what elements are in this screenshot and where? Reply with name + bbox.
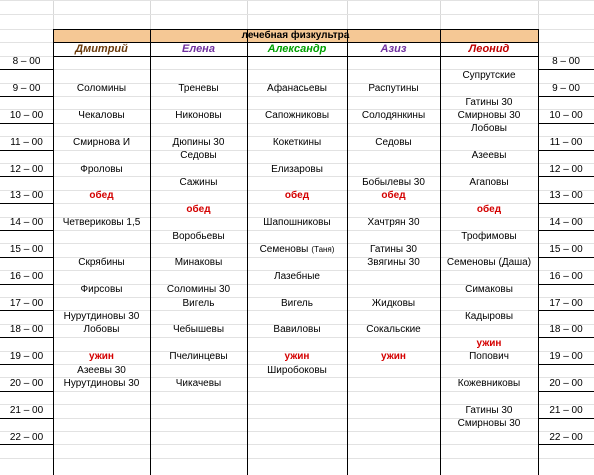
entry-text: Агаповы [469, 177, 509, 189]
time-divider [538, 257, 594, 258]
time-divider [0, 418, 53, 419]
entry-text: Шапошниковы [263, 217, 331, 229]
schedule-entry[interactable] [440, 96, 538, 109]
time-label-right[interactable]: 20 – 00 [549, 378, 583, 390]
time-label-left[interactable]: 16 – 00 [9, 270, 44, 282]
entry-text: Афанасьевы [267, 83, 327, 95]
schedule-entry[interactable] [150, 109, 247, 122]
schedule-entry[interactable] [150, 176, 247, 189]
schedule-entry[interactable] [440, 310, 538, 323]
schedule-entry[interactable] [53, 163, 150, 176]
schedule-entry[interactable] [53, 364, 150, 377]
title-border-top [53, 29, 538, 30]
entry-text: Сапожниковы [264, 110, 330, 122]
entry-text: Лобовы [83, 324, 120, 336]
time-divider [0, 364, 53, 365]
entry-text: обед [186, 203, 211, 215]
schedule-entry[interactable] [440, 150, 538, 163]
time-divider [0, 176, 53, 177]
entry-text: Седовы [180, 150, 217, 162]
time-divider [538, 96, 594, 97]
schedule-entry[interactable] [150, 324, 247, 337]
time-label-right[interactable]: 18 – 00 [549, 324, 583, 336]
time-divider [538, 150, 594, 151]
entry-text: Супрутские [462, 69, 516, 81]
entry-text: Лобовы [471, 123, 507, 135]
entry-text: Пчелинцевы [169, 351, 228, 363]
schedule-entry[interactable] [440, 123, 538, 136]
entry-text: Попович [469, 351, 509, 363]
time-divider [0, 444, 53, 445]
entry-text: Соломины [76, 83, 127, 95]
column-header[interactable]: Дмитрий [75, 42, 128, 55]
entry-note: (Таня) [311, 245, 335, 255]
schedule-entry[interactable] [53, 136, 150, 149]
entry-text: Скрябины [78, 257, 125, 269]
entry-text: Минаковы [174, 257, 223, 269]
schedule-entry[interactable] [347, 83, 440, 96]
entry-text: ужин [284, 351, 310, 363]
entry-text: Вигель [281, 297, 313, 309]
header-border-bottom [53, 56, 538, 57]
meal-break-cell[interactable] [347, 190, 440, 203]
schedule-entry[interactable] [347, 243, 440, 256]
time-label-left[interactable]: 12 – 00 [9, 163, 44, 175]
meal-break-cell[interactable] [247, 190, 347, 203]
entry-text: Треневы [178, 83, 219, 95]
schedule-entry[interactable] [150, 83, 247, 96]
entry-text: Кожевниковы [457, 378, 521, 390]
entry-text: Семеновы [259, 244, 309, 256]
schedule-entry[interactable] [440, 230, 538, 243]
time-divider [538, 176, 594, 177]
entry-text: Гатины 30 [465, 404, 513, 416]
entry-text: Кокеткины [272, 136, 322, 148]
time-label-left[interactable]: 8 – 00 [12, 56, 41, 68]
entry-text: ужин [89, 351, 114, 363]
meal-break-cell[interactable] [440, 337, 538, 350]
entry-text: Воробьевы [172, 230, 225, 242]
time-label-right[interactable]: 21 – 00 [549, 404, 583, 416]
schedule-entry[interactable] [347, 217, 440, 230]
time-label-left[interactable]: 14 – 00 [9, 217, 44, 229]
time-divider [538, 391, 594, 392]
entry-text: Азеевы [471, 150, 507, 162]
schedule-title: лечебная физкультра [53, 29, 538, 42]
entry-text: Дюпины 30 [172, 136, 225, 148]
entry-text: Соломины 30 [166, 284, 231, 296]
schedule-entry[interactable] [247, 109, 347, 122]
entry-text: Чебышевы [172, 324, 225, 336]
time-label-left[interactable]: 10 – 00 [9, 110, 44, 122]
grid-row-line [0, 458, 594, 459]
schedule-entry[interactable] [150, 257, 247, 270]
entry-text: Нурутдиновы 30 [63, 311, 140, 323]
schedule-entry[interactable] [440, 176, 538, 189]
entry-text: Кадыровы [464, 311, 514, 323]
column-header[interactable]: Елена [182, 42, 215, 55]
column-header[interactable]: Азиз [380, 42, 407, 55]
entry-text: Бобылевы 30 [362, 177, 425, 189]
schedule-entry[interactable] [150, 230, 247, 243]
time-divider [538, 364, 594, 365]
schedule-entry[interactable] [150, 351, 247, 364]
schedule-entry[interactable] [347, 297, 440, 310]
time-label-left[interactable]: 20 – 00 [9, 378, 44, 390]
time-divider [0, 203, 53, 204]
schedule-entry[interactable] [247, 136, 347, 149]
schedule-entry[interactable] [247, 324, 347, 337]
grid-row-line [0, 0, 594, 1]
time-label-right[interactable]: 8 – 00 [552, 56, 580, 68]
entry-text: Лазебные [274, 270, 320, 282]
time-label-right[interactable]: 22 – 00 [549, 431, 583, 443]
entry-text: Седовы [375, 136, 412, 148]
time-label-left[interactable]: 19 – 00 [9, 351, 44, 363]
schedule-entry[interactable] [53, 310, 150, 323]
entry-text: Солодянкины [361, 110, 426, 122]
time-label-right[interactable]: 16 – 00 [549, 270, 583, 282]
entry-text: Гатины 30 [465, 96, 513, 108]
time-label-left[interactable]: 15 – 00 [9, 244, 44, 256]
time-label-left[interactable]: 22 – 00 [9, 431, 44, 443]
entry-text: Вигель [182, 297, 215, 309]
entry-text: Смирнова И [72, 136, 131, 148]
schedule-entry[interactable] [347, 324, 440, 337]
time-label-right[interactable]: 19 – 00 [549, 351, 583, 363]
schedule-entry[interactable] [440, 257, 538, 270]
schedule-entry[interactable] [440, 69, 538, 82]
meal-break-cell[interactable] [150, 203, 247, 216]
time-divider [538, 203, 594, 204]
time-divider [0, 337, 53, 338]
time-divider [538, 230, 594, 231]
entry-text: Звягины 30 [367, 257, 420, 269]
entry-text: Чикачевы [175, 378, 222, 390]
time-divider [538, 337, 594, 338]
entry-text: Нурутдиновы 30 [63, 378, 140, 390]
column-header[interactable]: Александр [267, 42, 327, 55]
schedule-entry[interactable] [150, 150, 247, 163]
entry-text: Широбоковы [267, 364, 327, 376]
entry-text: Елизаровы [271, 163, 323, 175]
time-divider [0, 96, 53, 97]
entry-text: обед [381, 190, 406, 202]
time-label-right[interactable]: 9 – 00 [552, 83, 580, 95]
schedule-entry[interactable] [247, 270, 347, 283]
time-label-left[interactable]: 18 – 00 [9, 324, 44, 336]
time-label-left[interactable]: 21 – 00 [9, 404, 44, 416]
schedule-entry[interactable] [150, 284, 247, 297]
entry-text: Фирсовы [80, 284, 123, 296]
schedule-entry[interactable] [247, 364, 347, 377]
meal-break-cell[interactable] [247, 351, 347, 364]
time-label-right[interactable]: 14 – 00 [549, 217, 583, 229]
grid-row-line [0, 444, 594, 445]
time-label-right[interactable]: 10 – 00 [549, 110, 583, 122]
entry-text: обед [476, 203, 502, 215]
time-label-left[interactable]: 9 – 00 [12, 83, 41, 95]
time-divider [0, 257, 53, 258]
meal-break-cell[interactable] [53, 190, 150, 203]
time-divider [538, 310, 594, 311]
time-divider [0, 123, 53, 124]
time-label-left[interactable]: 11 – 00 [10, 136, 43, 148]
entry-text: Распутины [368, 83, 419, 95]
time-divider [0, 284, 53, 285]
schedule-entry[interactable] [53, 257, 150, 270]
schedule-entry[interactable] [247, 297, 347, 310]
time-divider [538, 444, 594, 445]
schedule-entry[interactable] [53, 284, 150, 297]
entry-text: Никоновы [175, 110, 222, 122]
entry-text: Сажины [179, 177, 218, 189]
schedule-entry[interactable] [150, 297, 247, 310]
schedule-entry[interactable] [53, 217, 150, 230]
schedule-entry[interactable] [150, 377, 247, 390]
entry-text: Жидковы [371, 297, 416, 309]
schedule-entry[interactable] [247, 243, 347, 256]
entry-text: Четвериковы 1,5 [62, 217, 141, 229]
grid-row-line [0, 431, 594, 432]
schedule-entry[interactable] [247, 83, 347, 96]
entry-text: Симаковы [465, 284, 513, 296]
time-label-right[interactable]: 15 – 00 [549, 244, 583, 256]
time-label-left[interactable]: 17 – 00 [9, 297, 44, 309]
entry-text: Смирновы 30 [457, 418, 521, 430]
entry-text: Смирновы 30 [457, 110, 521, 122]
schedule-entry[interactable] [347, 257, 440, 270]
entry-text: Чекаловы [78, 110, 125, 122]
schedule-entry[interactable] [347, 109, 440, 122]
schedule-entry[interactable] [440, 109, 538, 122]
time-divider [0, 310, 53, 311]
entry-text: Семеновы (Даша) [446, 257, 532, 269]
time-divider [538, 69, 594, 70]
entry-text: Трофимовы [461, 230, 517, 242]
entry-text: Вавиловы [273, 324, 321, 336]
schedule-entry[interactable] [440, 418, 538, 431]
time-divider [0, 230, 53, 231]
entry-text: Хачтрян 30 [367, 217, 420, 229]
entry-text: Фроловы [80, 163, 123, 175]
column-header[interactable]: Леонид [468, 42, 510, 55]
schedule-entry[interactable] [440, 351, 538, 364]
meal-break-cell[interactable] [440, 203, 538, 216]
meal-break-cell[interactable] [53, 351, 150, 364]
schedule-entry[interactable] [150, 136, 247, 149]
meal-break-cell[interactable] [347, 351, 440, 364]
time-divider [0, 69, 53, 70]
schedule-entry[interactable] [347, 136, 440, 149]
time-label-right[interactable]: 12 – 00 [549, 163, 583, 175]
time-label-right[interactable]: 17 – 00 [549, 297, 583, 309]
time-divider [0, 391, 53, 392]
time-label-right[interactable]: 13 – 00 [549, 190, 583, 202]
time-divider [538, 123, 594, 124]
time-divider [538, 284, 594, 285]
schedule-entry[interactable] [440, 404, 538, 417]
schedule-entry[interactable] [53, 83, 150, 96]
time-label-left[interactable]: 13 – 00 [9, 190, 44, 202]
entry-text: ужин [381, 351, 406, 363]
schedule-entry[interactable] [53, 377, 150, 390]
entry-text: Азеевы 30 [77, 364, 126, 376]
time-label-right[interactable]: 11 – 00 [549, 136, 583, 148]
entry-text: ужин [476, 337, 502, 349]
schedule-entry[interactable] [53, 109, 150, 122]
time-divider [538, 418, 594, 419]
schedule-entry[interactable] [347, 176, 440, 189]
entry-text: обед [284, 190, 310, 202]
schedule-entry[interactable] [247, 217, 347, 230]
schedule-entry[interactable] [440, 377, 538, 390]
entry-text: обед [89, 190, 114, 202]
entry-text: Сокальские [366, 324, 421, 336]
schedule-entry[interactable] [247, 163, 347, 176]
time-divider [0, 150, 53, 151]
grid-row-line [0, 391, 594, 392]
entry-text: Гатины 30 [370, 244, 417, 256]
schedule-entry[interactable] [440, 284, 538, 297]
grid-row-line [0, 14, 594, 15]
schedule-entry[interactable] [53, 324, 150, 337]
